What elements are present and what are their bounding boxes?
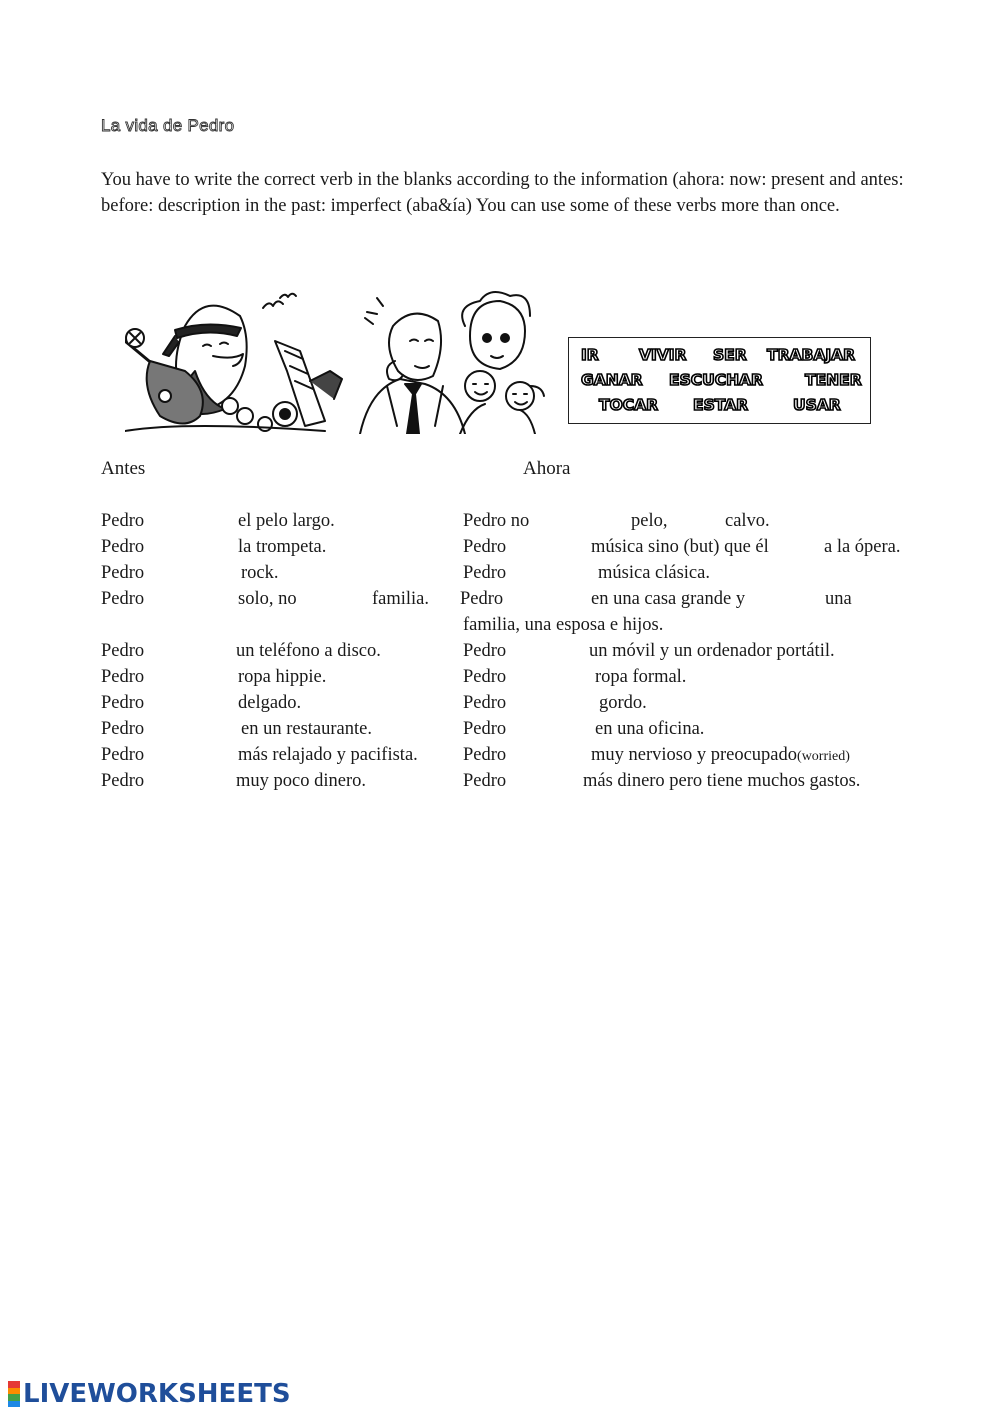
- row-ahora-text-2: calvo.: [725, 511, 770, 531]
- row-antes-subject: Pedro: [101, 667, 145, 687]
- row-ahora-subject: Pedro: [463, 693, 507, 713]
- row-ahora-subject: Pedro: [463, 771, 507, 791]
- row-antes-subject: Pedro: [101, 537, 145, 557]
- row-ahora-text: pelo,: [631, 511, 668, 531]
- row-antes-text: solo, no: [238, 589, 297, 609]
- row-antes-text: un teléfono a disco.: [236, 641, 381, 661]
- row-ahora-text: [591, 744, 850, 768]
- row-antes-subject: Pedro: [101, 771, 145, 791]
- verb-ganar: GANAR: [581, 371, 643, 389]
- verb-bank: [568, 337, 871, 424]
- row-ahora-text-2: una: [825, 589, 852, 609]
- verb-vivir: VIVIR: [639, 346, 687, 364]
- row-antes-text: muy poco dinero.: [236, 771, 366, 791]
- row-antes-text: en un restaurante.: [241, 719, 372, 739]
- row-ahora-subject: Pedro: [463, 745, 507, 765]
- worksheet-title: La vida de Pedro: [101, 116, 235, 135]
- verb-ir: IR: [581, 346, 599, 364]
- verb-escuchar: ESCUCHAR: [669, 371, 763, 389]
- row-ahora-text: en una oficina.: [595, 719, 705, 739]
- row-antes-subject: Pedro: [101, 693, 145, 713]
- row-antes-text: la trompeta.: [238, 537, 327, 557]
- row-antes-text: rock.: [241, 563, 279, 583]
- pedro-illustration: [125, 286, 550, 434]
- row-antes-text: ropa hippie.: [238, 667, 327, 687]
- row-ahora-text-2: a la ópera.: [824, 537, 901, 557]
- liveworksheets-logo: [8, 1379, 291, 1409]
- verb-usar: USAR: [793, 396, 841, 414]
- row-antes-text: más relajado y pacifista.: [238, 745, 418, 765]
- row-ahora-text: en una casa grande y: [591, 589, 746, 609]
- row-ahora-continuation: familia, una esposa e hijos.: [463, 615, 664, 635]
- row-ahora-subject: Pedro: [463, 563, 507, 583]
- row-ahora-subject: Pedro no: [463, 511, 530, 531]
- row-antes-subject: Pedro: [101, 563, 145, 583]
- row-ahora-text: un móvil y un ordenador portátil.: [589, 641, 835, 661]
- row-antes-subject: Pedro: [101, 745, 145, 765]
- logo-badge-icon: [8, 1381, 20, 1407]
- heading-ahora: Ahora: [523, 458, 571, 479]
- row-ahora-subject: Pedro: [460, 589, 504, 609]
- row-ahora-text-main: muy nervioso y preocupado: [591, 745, 798, 765]
- row-ahora-subject: Pedro: [463, 537, 507, 557]
- row-ahora-subject: Pedro: [463, 719, 507, 739]
- row-ahora-gloss: (worried): [797, 749, 850, 764]
- row-ahora-subject: Pedro: [463, 641, 507, 661]
- verb-estar: ESTAR: [693, 396, 749, 414]
- row-antes-subject: Pedro: [101, 641, 145, 661]
- row-antes-text-2: familia.: [372, 589, 430, 609]
- heading-antes: Antes: [101, 458, 146, 479]
- row-antes-text: delgado.: [238, 693, 302, 713]
- row-antes-subject: Pedro: [101, 719, 145, 739]
- verb-tocar: TOCAR: [599, 396, 659, 414]
- verb-tener: TENER: [805, 371, 862, 389]
- row-ahora-subject: Pedro: [463, 667, 507, 687]
- instructions-text: You have to write the correct verb in the blanks according to the information (ahora: now: present and antes: before: description in the past: imperfect (aba&ía) You can use some of these verbs more than once.: [101, 170, 904, 216]
- verb-trabajar: TRABAJAR: [767, 346, 856, 364]
- row-antes-text: el pelo largo.: [238, 511, 335, 531]
- row-ahora-text: más dinero pero tiene muchos gastos.: [583, 771, 861, 791]
- row-antes-subject: Pedro: [101, 589, 145, 609]
- row-antes-subject: Pedro: [101, 511, 145, 531]
- logo-text: LIVEWORKSHEETS: [23, 1379, 291, 1409]
- row-ahora-text: gordo.: [599, 693, 647, 713]
- row-ahora-text: música sino (but) que él: [591, 537, 769, 557]
- row-ahora-text: ropa formal.: [595, 667, 687, 687]
- verb-ser: SER: [713, 346, 747, 364]
- row-ahora-text: música clásica.: [598, 563, 710, 583]
